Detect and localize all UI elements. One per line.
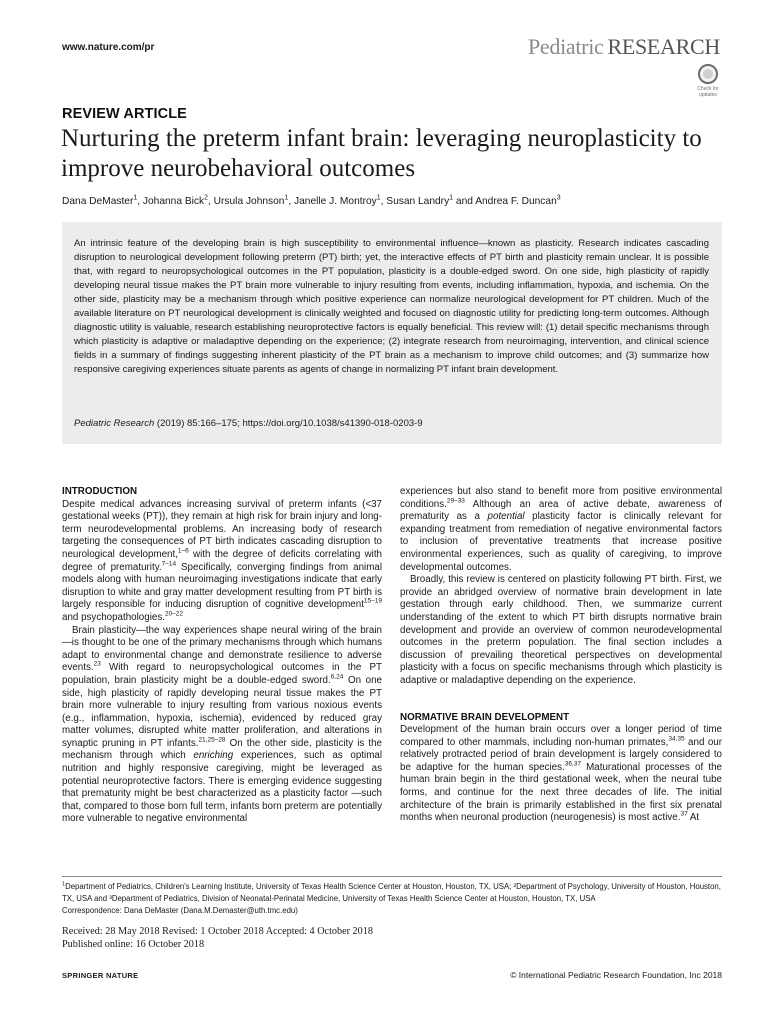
body-paragraph: Despite medical advances increasing survival of preterm infants (<37 gestational weeks (PT)), they remain at high risk for brain injury and long-term neurodevelopmental problems. An increasing body of research targeting the consequences of PT birth indicates cascading disruption to neurological development,$^{1-6}$ with the degree of deficits correlating with degree of prematurity.$^{7-14}$ Specifically, converging findings from animal models along with human neuroimaging investigations indicate that early disruption to white and gray matter development resulting from PT birth is largely responsible for inducing disruption of cognitive development$^{15-19}$ and psychopathologies.$^{20-22}$ (62, 498, 382, 623)
author-separator: , (208, 196, 214, 207)
affiliation-marker: 1 (62, 881, 66, 888)
affiliations (62, 881, 722, 917)
journal-name-part2: RESEARCH (607, 34, 720, 59)
author-list (62, 196, 742, 207)
check-for-updates-label: Check for updates (697, 86, 719, 98)
received-dates: Received: 28 May 2018 Revised: 1 October 2018 Accepted: 4 October 2018 (62, 926, 373, 937)
section-spacer (400, 688, 722, 700)
check-for-updates-icon (698, 64, 718, 84)
journal-url[interactable]: www.nature.com/pr (62, 42, 155, 53)
author-affiliation: 1 (284, 194, 289, 202)
footnote-divider (62, 876, 722, 877)
article-dates (62, 926, 373, 951)
author-name[interactable]: Ursula Johnson (213, 196, 285, 207)
author-affiliation: 3 (556, 194, 561, 202)
body-column-right (400, 486, 722, 825)
author-name[interactable]: Janelle J. Montroy (294, 196, 377, 207)
check-for-updates-badge[interactable] (693, 64, 723, 104)
author-affiliation: 1 (133, 194, 138, 202)
author-affiliation: 2 (204, 194, 208, 202)
affiliation-list: Department of Pediatrics, Children's Learning Institute, University of Texas Health Science Center at Houston, Houston, TX, USA; ²Department of Psychology, University of Houston, Houston, TX, USA and ³Department of Pediatrics, Division of Neonatal-Perinatal Medicine, University of Texas Health Science Center at Houston, Houston, TX, USA (62, 882, 721, 903)
journal-name-part1: Pediatric (527, 34, 604, 59)
body-column-left (62, 486, 382, 826)
author-name[interactable]: Johanna Bick (142, 196, 205, 207)
author-affiliation: 1 (449, 194, 454, 202)
author-separator: and (453, 196, 476, 207)
author-name[interactable]: Dana DeMaster (62, 196, 134, 207)
correspondence[interactable]: Correspondence: Dana DeMaster (Dana.M.Demaster@uth.tmc.edu) (62, 906, 298, 915)
author-name[interactable]: Andrea F. Duncan (475, 196, 557, 207)
article-type: REVIEW ARTICLE (62, 106, 187, 122)
journal-logo (528, 34, 720, 60)
section-heading-introduction: INTRODUCTION (62, 486, 138, 497)
section-heading-normative-brain-development: NORMATIVE BRAIN DEVELOPMENT (400, 711, 570, 723)
article-title: Nurturing the preterm infant brain: leveraging neuroplasticity to improve neurobehavioral outcomes (61, 125, 702, 182)
abstract-text: An intrinsic feature of the developing brain is high susceptibility to environmental influence—known as plasticity. Research indicates cascading disruption to neurological development following preterm (PT) birth; yet, the interactive effects of PT birth and plasticity remain unclear. It is possible that, with regard to neuropsychological outcomes in the PT population, plasticity is a double-edged sword. On one side, high plasticity of rapidly developing neural tissue makes the PT brain more vulnerable to injury resulting from events, including inflammation, hypoxia, and ischemia. On the other side, plasticity may be a mechanism through which positive experience can normalize neurological development for PT children. Much of the available literature on PT neurological development is clinically weighted and focused on diagnostic utility for predicting long-term outcomes. Although diagnostic utility is valuable, research establishing neuroprotective factors is equally beneficial. This review will: (1) detail specific mechanisms through which plasticity is adaptive or maladaptive depending on the experience; (2) integrate research from neuroimaging, intervention, and clinical science fields in a summary of findings suggesting inherent plasticity of the PT brain as a mechanism to improve child outcomes; and (3) summarize how responsive caregiving experiences situate parents as agents of change in normalizing PT infant brain development. (74, 238, 709, 375)
body-paragraph: Development of the human brain occurs over a longer period of time compared to other mammals, including non-human primates,$^{34,35}$ and our relatively protracted period of brain development is largely considered to be adaptive for the human species.$^{36,37}$ Maturational processes of the human brain begin in the third gestational week, when the neural tube forms, and continue for the next three decades of life. The initial architecture of the brain is primarily established in the first six prenatal months when neuronal production (neurogenesis) is most active.$^{37}$ At (400, 724, 722, 824)
author-name[interactable]: Susan Landry (386, 196, 450, 207)
author-separator: , (288, 196, 295, 207)
body-paragraph: Broadly, this review is centered on plasticity following PT birth. First, we provide an abridged overview of normative brain development in late gestation through early childhood. Then, we summarize current understanding of the extent to which PT birth disrupts normative brain development and provide an overview of common neurodevelopmental outcomes in the preterm population. The final section includes a discussion of prevailing theoretical perspectives on developmental plasticity with a focus on specific mechanisms through which plasticity is adaptive or maladaptive depending on the experience. (400, 574, 722, 686)
published-date: Published online: 16 October 2018 (62, 938, 205, 950)
author-affiliation: 1 (376, 194, 381, 202)
citation-journal: Pediatric Research (74, 418, 155, 429)
copyright-notice: © International Pediatric Research Foundation, Inc 2018 (510, 970, 722, 980)
author-separator: , (380, 196, 387, 207)
body-paragraph: experiences but also stand to benefit more from positive environmental conditions.$^{29-33}$ Although an area of active debate, awareness of prematurity as a potential plasticity factor is clinically relevant for expanding treatment from remediation of negative environmental factors to inclusion of preventative treatments that increase positive environmental experiences, such as quality of caregiving, to improve developmental outcomes. (400, 486, 722, 573)
citation-details[interactable]: (2019) 85:166–175; https://doi.org/10.1038/s41390-018-0203-9 (154, 418, 423, 429)
author-separator: , (137, 196, 143, 207)
body-paragraph: Brain plasticity—the way experiences shape neural wiring of the brain—is thought to be one of the primary mechanisms through which humans adapt to environmental change and demonstrate resilience to adverse events.$^{23}$ With regard to neuropsychological outcomes in the PT population, brain plasticity might be a double-edged sword.$^{6,24}$ On one side, high plasticity of rapidly developing neural tissue makes the PT brain more vulnerable to injury resulting from various noxious events (e.g., inflammation, hypoxia, ischemia), evidenced by reduced gray matter volumes, disrupted white matter proliferation, and alterations in synaptic pruning in PT infants.$^{21,25-28}$ On the other side, plasticity is the mechanism through which enriching experiences, such as optimal nutrition and highly responsive caregiving, might be leveraged as potential neuroprotective factors. There is emerging evidence suggesting that prematurity might be best characterized as a plasticity factor —such that, compared to those born full term, infants born preterm are potentially more vulnerable to negative environmental (62, 624, 383, 825)
citation-line (74, 418, 709, 429)
publisher-logo: SPRINGER NATURE (62, 971, 139, 980)
section-spacer (400, 700, 722, 712)
affiliation-text (62, 881, 722, 905)
